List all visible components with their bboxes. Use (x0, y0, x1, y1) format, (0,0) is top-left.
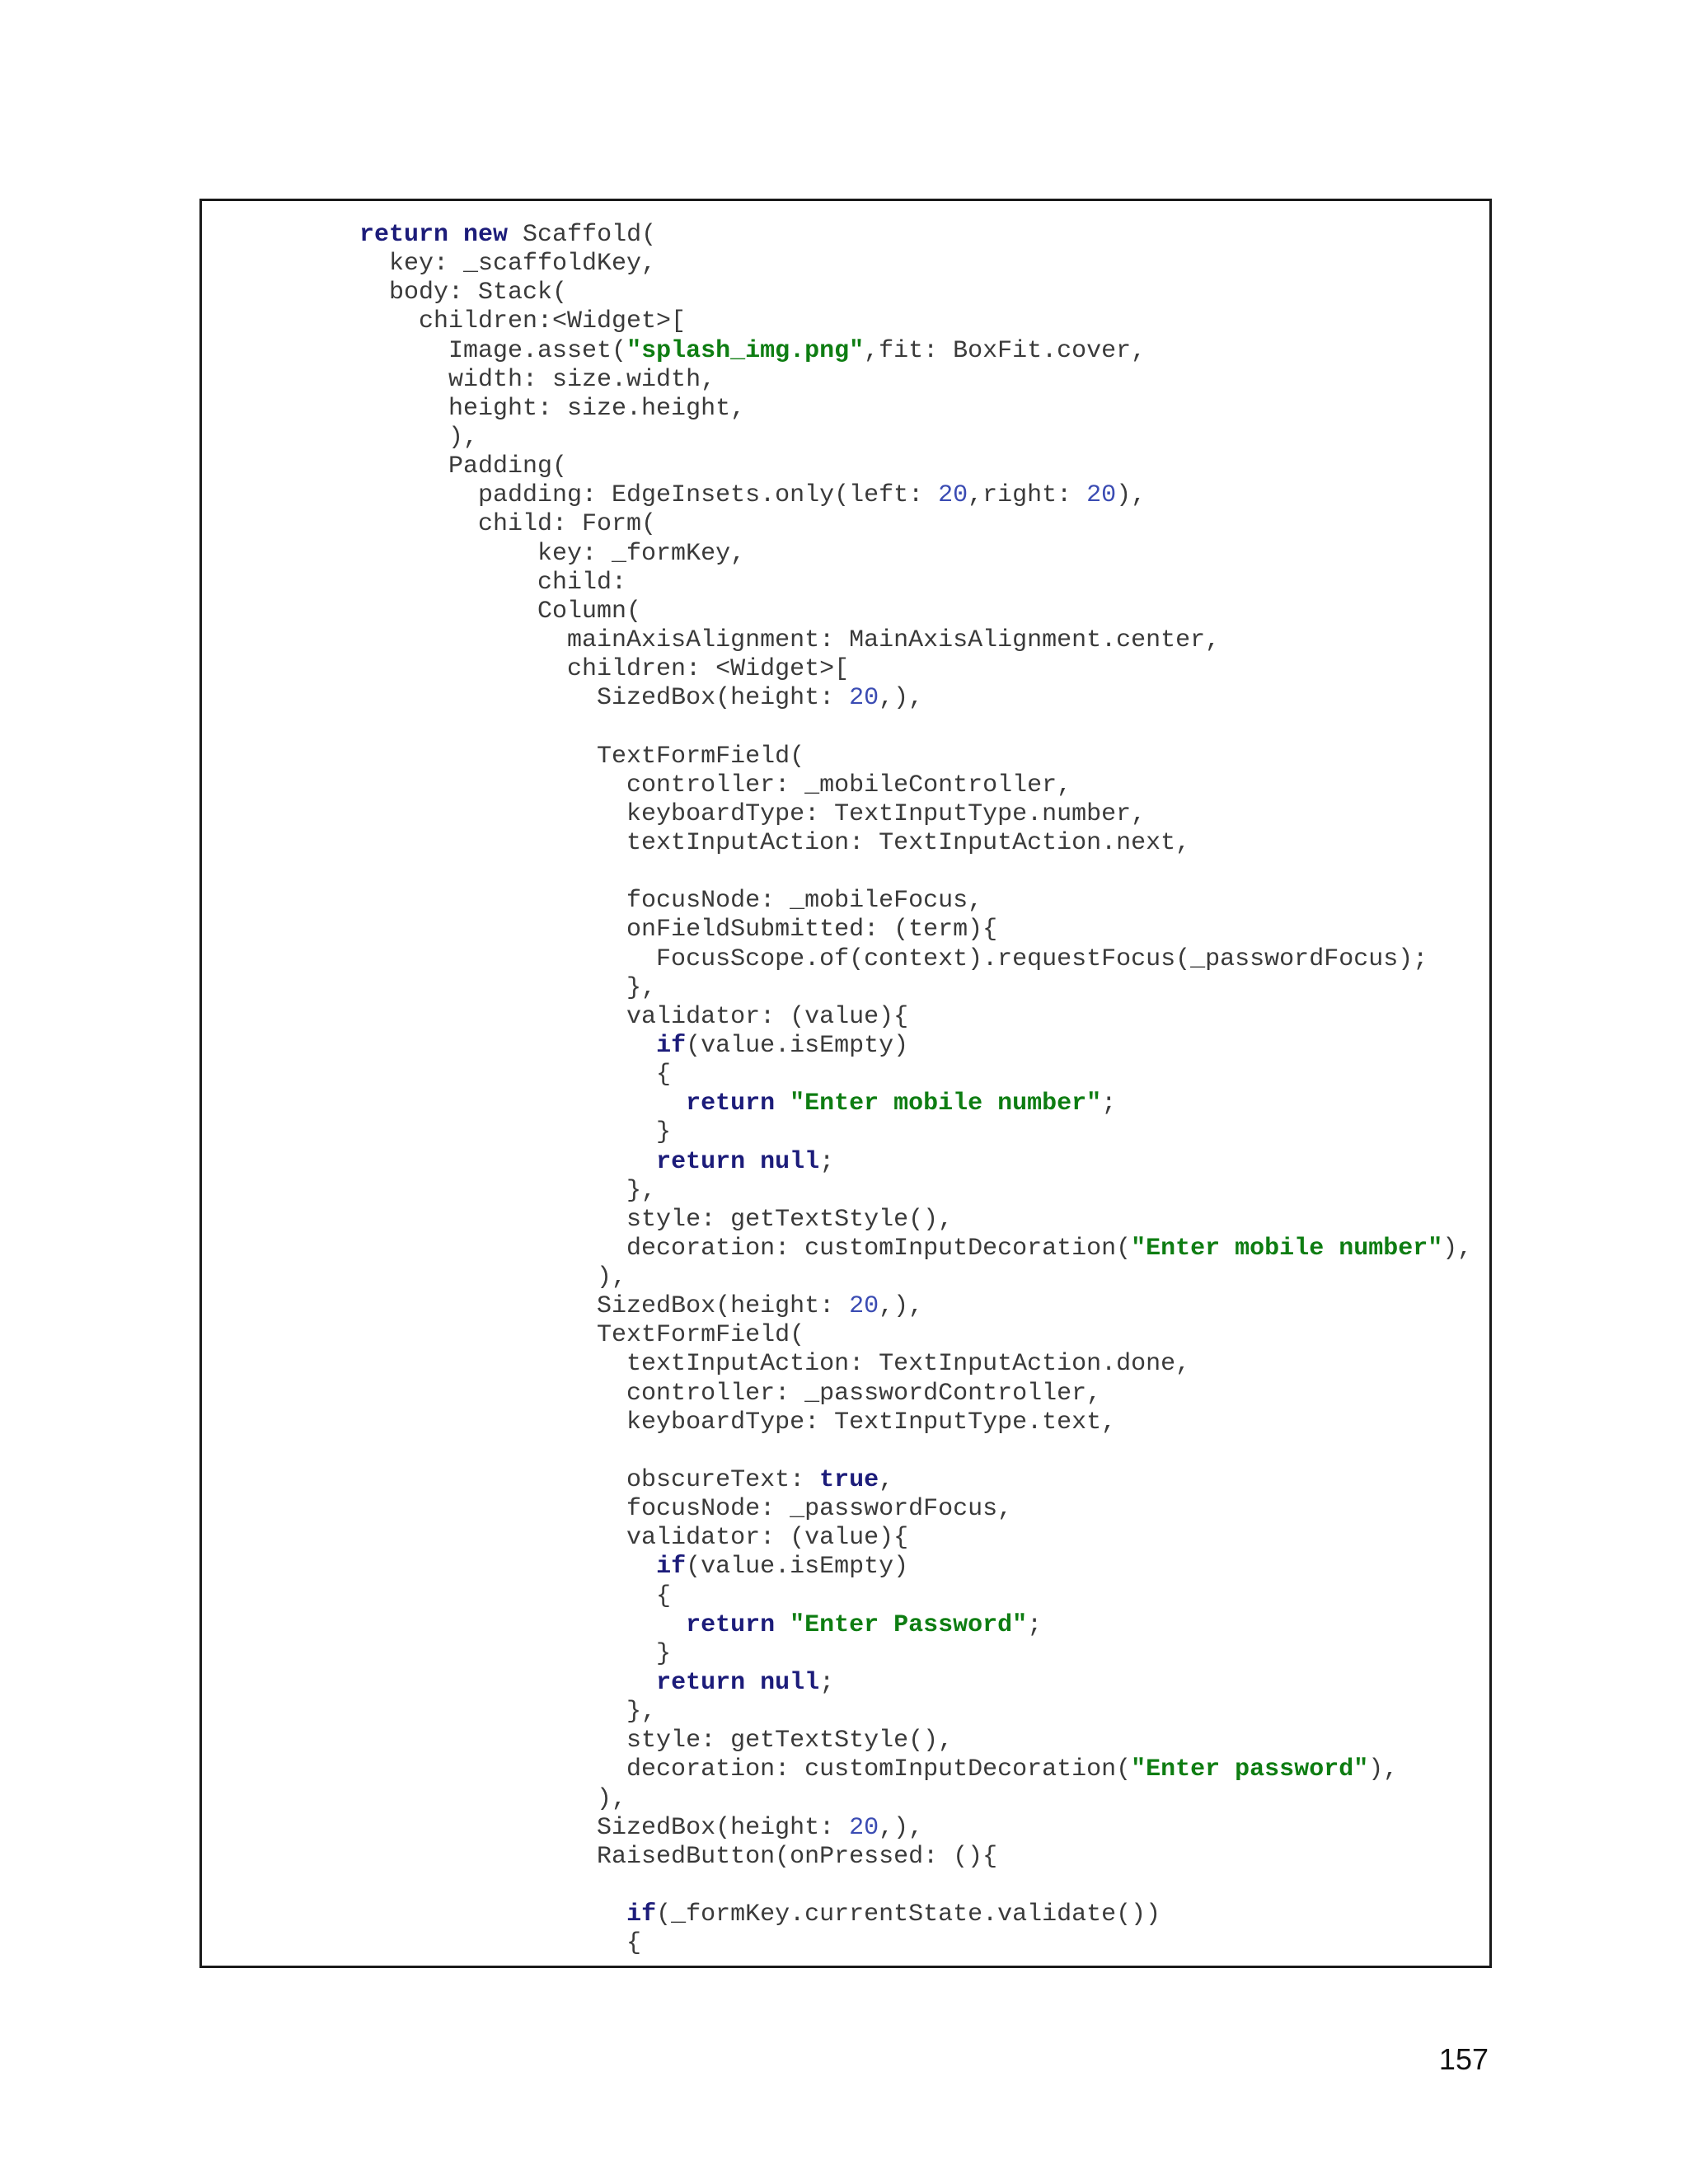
code-token: }, (359, 1176, 657, 1205)
code-token: mainAxisAlignment: MainAxisAlignment.center, (359, 626, 1221, 654)
code-token: width: size.width, (359, 365, 716, 394)
code-token: (value.isEmpty) (686, 1031, 909, 1060)
code-token: ), (1368, 1755, 1399, 1784)
code-token (359, 1148, 656, 1176)
code-line (359, 829, 1472, 858)
code-token (359, 1553, 656, 1581)
code-token: "Enter password" (1131, 1755, 1369, 1784)
code-line (359, 1408, 1472, 1437)
code-token: null (760, 1669, 820, 1698)
code-line (359, 800, 1472, 829)
code-token: decoration: customInputDecoration( (359, 1755, 1132, 1784)
code-token: 20 (938, 481, 968, 510)
code-line (359, 1785, 1472, 1814)
code-listing-box (199, 199, 1492, 1968)
code-line (359, 626, 1472, 655)
code-token: child: (359, 568, 627, 597)
code-line (359, 307, 1472, 336)
code-line (359, 1061, 1472, 1090)
code-token: "splash_img.png" (626, 336, 865, 365)
code-token: { (359, 1061, 672, 1090)
code-token: style: getTextStyle(), (359, 1205, 954, 1234)
code-line (359, 540, 1472, 569)
code-token: ,), (879, 1813, 924, 1842)
code-token: (_formKey.currentState.validate()) (656, 1900, 1161, 1929)
code-token: focusNode: _mobileFocus, (359, 887, 983, 916)
code-line (359, 743, 1472, 771)
code-token: return (359, 221, 449, 249)
code-line (359, 424, 1472, 452)
code-token (359, 1669, 656, 1697)
code-token: height: size.height, (359, 394, 746, 423)
code-line (359, 974, 1472, 1003)
code-token: if (626, 1900, 657, 1929)
code-token: { (359, 1582, 672, 1610)
code-token: children:<Widget>[ (359, 307, 687, 336)
code-line (359, 1814, 1472, 1843)
code-line (359, 598, 1472, 626)
code-line (359, 569, 1472, 598)
code-line (359, 713, 1472, 742)
code-token: return (656, 1669, 746, 1698)
code-line (359, 1350, 1472, 1379)
code-line (359, 1148, 1472, 1177)
code-token: controller: _passwordController, (359, 1379, 1102, 1408)
code-token: validator: (value){ (359, 1002, 909, 1031)
code-token: 20 (849, 1292, 879, 1321)
code-token: style: getTextStyle(), (359, 1727, 954, 1755)
code-line (359, 1755, 1472, 1784)
code-token: null (760, 1147, 820, 1176)
page-number: 157 (1438, 2042, 1489, 2076)
code-token: textInputAction: TextInputAction.done, (359, 1350, 1191, 1379)
code-line (359, 1003, 1472, 1032)
code-token: child: Form( (359, 510, 657, 539)
code-token (775, 1090, 790, 1118)
code-line (359, 1380, 1472, 1408)
code-token: if (656, 1553, 687, 1582)
code-line (359, 945, 1472, 974)
code-token: SizedBox(height: (359, 1292, 850, 1321)
code-token: textInputAction: TextInputAction.next, (359, 828, 1191, 857)
code-token: TextFormField( (359, 742, 805, 771)
code-token: ), (359, 1263, 627, 1292)
code-token: SizedBox(height: (359, 684, 850, 713)
code-line (359, 1582, 1472, 1611)
code-line (359, 1090, 1472, 1118)
code-token: new (448, 221, 509, 249)
code-token: ,), (879, 1292, 924, 1321)
code-token (745, 1148, 760, 1176)
code-line (359, 250, 1472, 279)
code-token (359, 1032, 656, 1060)
code-line (359, 887, 1472, 916)
code-line (359, 1524, 1472, 1553)
code-token: ,), (879, 684, 924, 713)
code-line (359, 1263, 1472, 1292)
code-token: ; (1027, 1610, 1043, 1639)
code-line (359, 1698, 1472, 1727)
code-token: }, (359, 973, 657, 1002)
code-line (359, 1118, 1472, 1147)
code-token: Scaffold( (508, 221, 657, 249)
code-line (359, 481, 1472, 510)
code-token: ), (359, 1784, 627, 1813)
code-line (359, 858, 1472, 887)
code-token: "Enter mobile number" (1131, 1234, 1443, 1263)
code-line (359, 1177, 1472, 1206)
code-token: return (686, 1610, 776, 1639)
code-line (359, 279, 1472, 307)
code-line (359, 1611, 1472, 1640)
code-line (359, 1900, 1472, 1929)
code-token: validator: (value){ (359, 1524, 909, 1553)
code-token: "Enter mobile number" (790, 1090, 1102, 1118)
code-token: return (686, 1090, 776, 1118)
code-token: ; (819, 1147, 835, 1176)
code-token: Image.asset( (359, 336, 627, 365)
code-line (359, 1206, 1472, 1235)
code-token: 20 (849, 1813, 879, 1842)
code-token: "Enter Password" (790, 1610, 1028, 1639)
code-line (359, 684, 1472, 713)
code-token: }, (359, 1698, 657, 1727)
code-listing (359, 221, 1472, 1958)
code-token: ), (1116, 481, 1146, 510)
code-line (359, 337, 1472, 366)
code-line (359, 1843, 1472, 1872)
code-token (359, 1090, 686, 1118)
code-token: ,fit: BoxFit.cover, (864, 336, 1146, 365)
code-token: keyboardType: TextInputType.number, (359, 799, 1146, 828)
code-token: ; (1101, 1090, 1117, 1118)
code-token: ), (359, 423, 479, 452)
code-line (359, 1321, 1472, 1350)
code-line (359, 916, 1472, 944)
code-line (359, 1466, 1472, 1495)
code-line (359, 221, 1472, 250)
code-token: decoration: customInputDecoration( (359, 1234, 1132, 1263)
code-token: 20 (849, 684, 879, 713)
code-line (359, 395, 1472, 424)
code-line (359, 1032, 1472, 1061)
code-token: } (359, 1118, 672, 1147)
code-token: children: <Widget>[ (359, 655, 850, 684)
code-line (359, 771, 1472, 800)
code-token: { (359, 1929, 642, 1958)
code-token: } (359, 1639, 672, 1668)
code-token: key: _scaffoldKey, (359, 250, 657, 279)
code-line (359, 1640, 1472, 1669)
code-line (359, 1727, 1472, 1755)
code-token: controller: _mobileController, (359, 771, 1072, 799)
code-token: Column( (359, 597, 642, 626)
code-token: key: _formKey, (359, 539, 746, 568)
code-line (359, 1553, 1472, 1582)
code-token: FocusScope.of(context).requestFocus(_passwordFocus); (359, 944, 1428, 973)
code-token: return (656, 1147, 746, 1176)
code-token: onFieldSubmitted: (term){ (359, 916, 998, 944)
code-line (359, 1872, 1472, 1900)
code-token: RaisedButton(onPressed: (){ (359, 1842, 998, 1871)
code-token: Padding( (359, 452, 568, 481)
code-line (359, 510, 1472, 539)
code-token: focusNode: _passwordFocus, (359, 1495, 1013, 1524)
code-token: ), (1442, 1234, 1473, 1263)
code-line (359, 366, 1472, 395)
code-token: (value.isEmpty) (686, 1553, 909, 1582)
code-line (359, 655, 1472, 684)
code-token: obscureText: (359, 1466, 820, 1495)
code-token: padding: EdgeInsets.only(left: (359, 481, 939, 510)
code-token: TextFormField( (359, 1321, 805, 1350)
code-token: body: Stack( (359, 279, 568, 307)
code-token: ; (819, 1669, 835, 1698)
code-token: true (819, 1466, 879, 1495)
code-line (359, 452, 1472, 481)
code-token: SizedBox(height: (359, 1813, 850, 1842)
code-token: keyboardType: TextInputType.text, (359, 1408, 1117, 1436)
code-line (359, 1929, 1472, 1958)
code-line (359, 1235, 1472, 1263)
code-token (359, 1900, 626, 1929)
code-token (775, 1611, 790, 1639)
code-line (359, 1437, 1472, 1466)
code-token: 20 (1086, 481, 1117, 510)
code-line (359, 1669, 1472, 1698)
code-token (359, 1611, 686, 1639)
code-token: if (656, 1031, 687, 1060)
code-token (745, 1669, 760, 1697)
code-token: , (879, 1466, 894, 1495)
code-token: ,right: (968, 481, 1087, 510)
code-line (359, 1495, 1472, 1524)
code-line (359, 1292, 1472, 1321)
